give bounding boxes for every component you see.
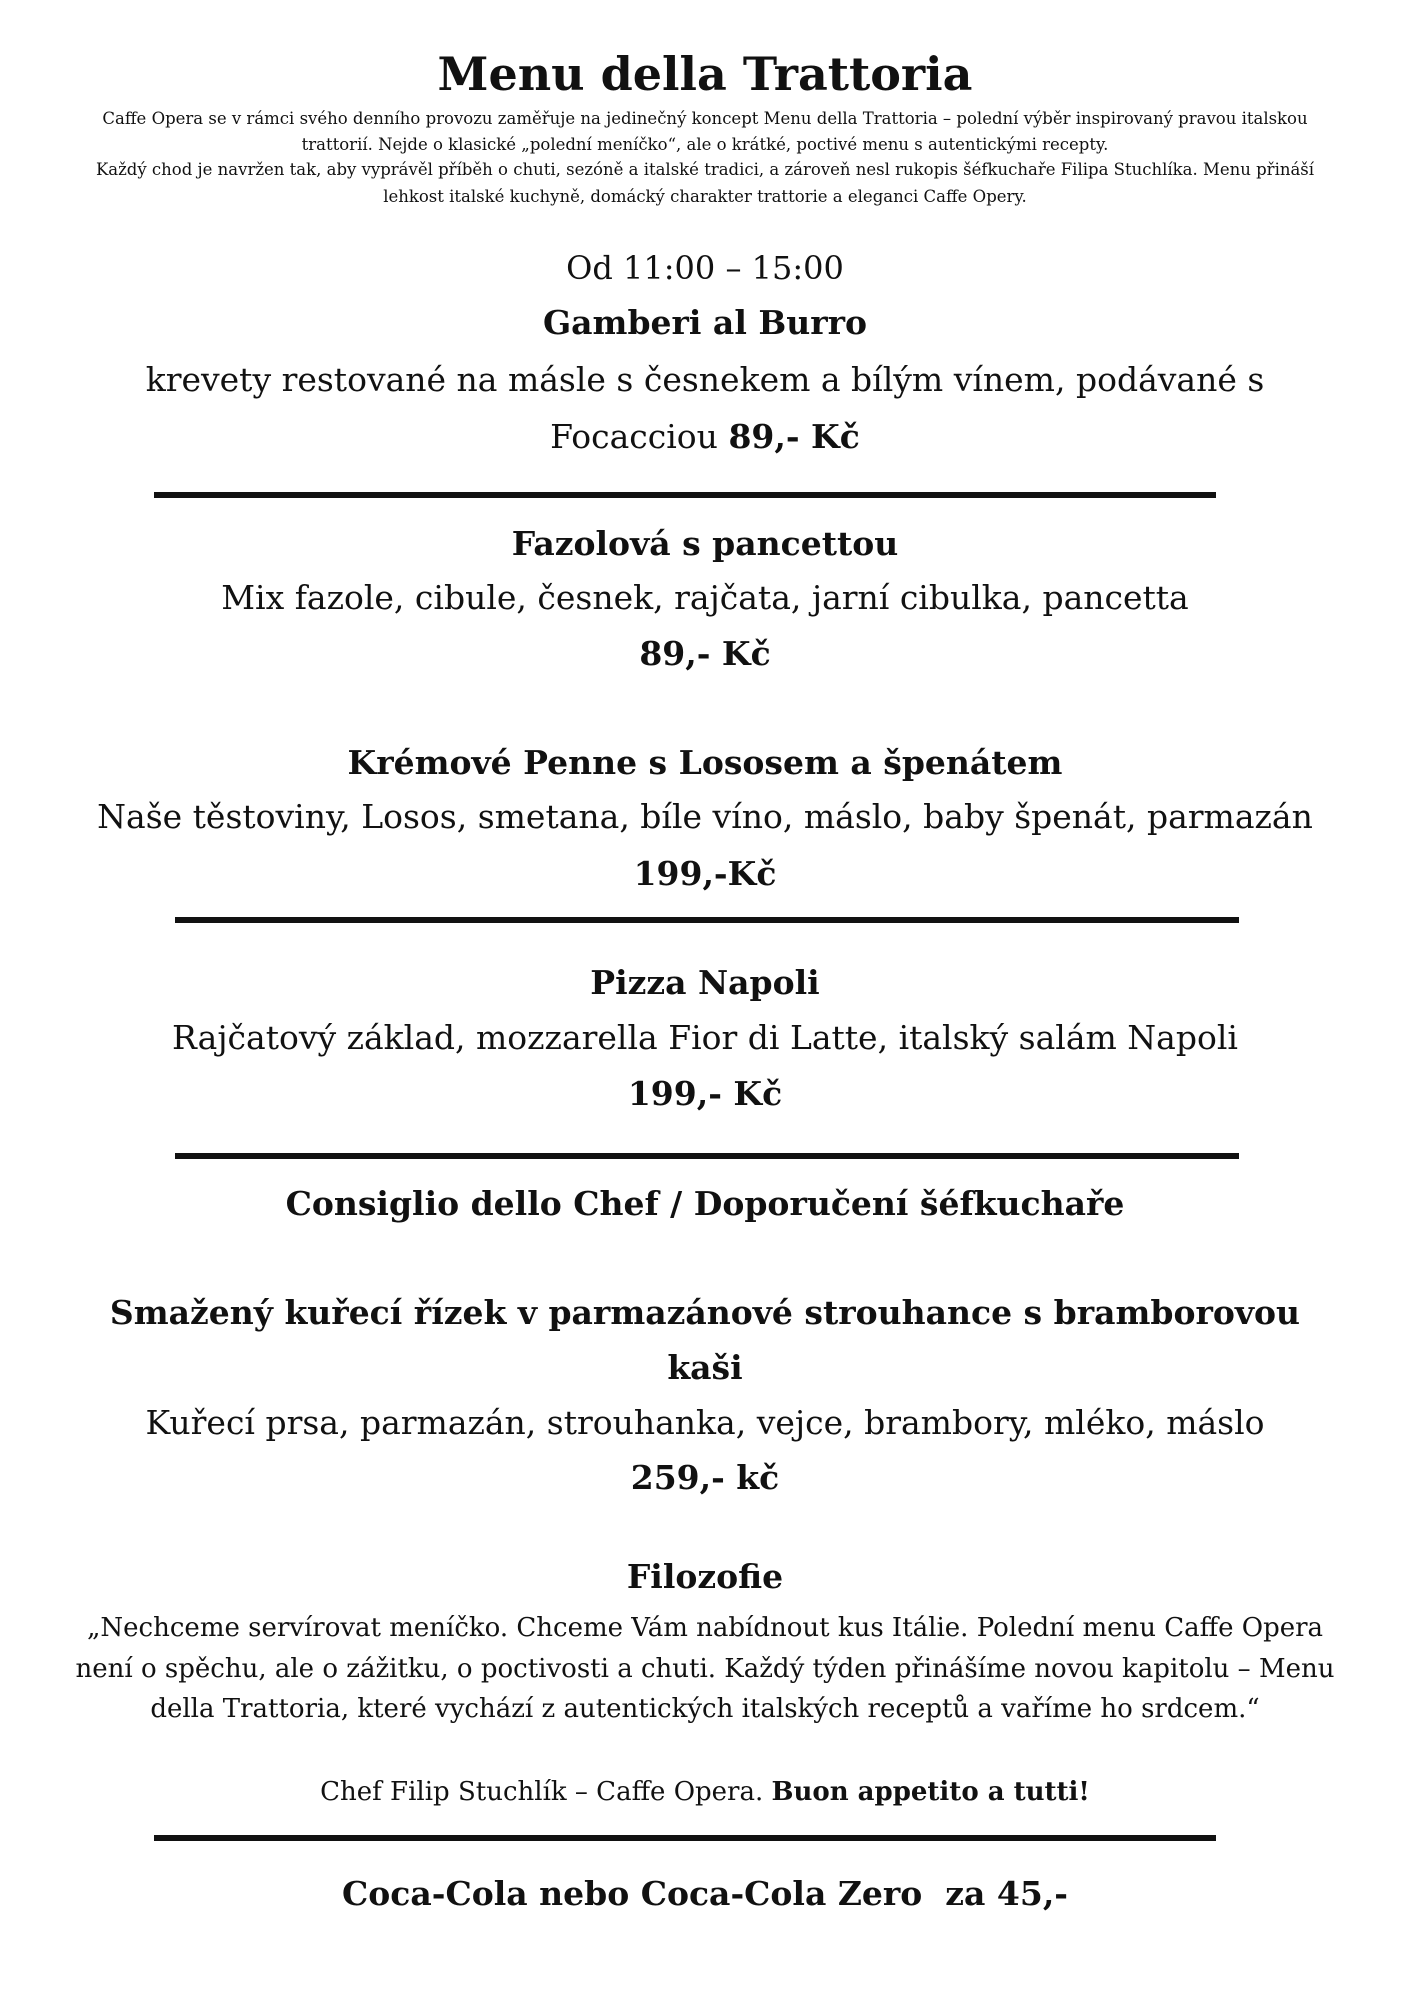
drinks-offer: Coca-Cola nebo Coca-Cola Zero za 45,- (342, 1874, 1068, 1913)
opening-hours: Od 11:00 – 15:00 (566, 249, 844, 287)
chef-dish-description: Kuřecí prsa, parmazán, strouhanka, vejce, brambory, mléko, máslo (145, 1403, 1265, 1442)
dish-price: 199,-Kč (633, 854, 777, 893)
signoff: Buon appetito a tutti! (771, 1777, 1090, 1807)
dish-description: Focacciou (550, 417, 718, 456)
divider (175, 1153, 1239, 1159)
page-title: Menu della Trattoria (437, 47, 973, 101)
dish-name: Pizza Napoli (590, 963, 820, 1002)
dish-name: Gamberi al Burro (542, 303, 868, 342)
chef-dish-price: 259,- kč (630, 1458, 780, 1497)
dish-name: Fazolová s pancettou (511, 524, 899, 563)
dish-description: krevety restované na másle s česnekem a bílým vínem, podávané s (145, 360, 1265, 399)
chef-section-heading: Consiglio dello Chef / Doporučení šéfkuchaře (285, 1184, 1125, 1223)
dish-description-line2 (0, 412, 1410, 462)
intro-line: Caffe Opera se v rámci svého denního provozu zaměřuje na jedinečný koncept Menu della Trattoria – polední výběr inspirovaný pravou italskou (102, 109, 1308, 128)
divider (175, 917, 1239, 923)
divider (154, 492, 1216, 498)
dish-name: Krémové Penne s Lososem a špenátem (347, 743, 1063, 782)
dish-description: Naše těstoviny, Losos, smetana, bíle víno, máslo, baby špenát, parmazán (97, 797, 1313, 836)
philosophy-quote: není o spěchu, ale o zážitku, o poctivosti a chuti. Každý týden přinášíme novou kapitolu – Menu (75, 1654, 1335, 1684)
chef-dish-name: kaši (667, 1348, 743, 1387)
dish-description: Mix fazole, cibule, česnek, rajčata, jarní cibulka, pancetta (221, 578, 1189, 617)
philosophy-quote: „Nechceme servírovat meníčko. Chceme Vám nabídnout kus Itálie. Polední menu Caffe Opera (86, 1613, 1324, 1643)
signature-line (0, 1772, 1410, 1812)
intro-line: Každý chod je navržen tak, aby vyprávěl příběh o chuti, sezóně a italské tradici, a zároveň nesl rukopis šéfkuchaře Filipa Stuchlíka. Menu přináší (95, 160, 1315, 179)
chef-dish-name: Smažený kuřecí řízek v parmazánové strouhance s bramborovou (109, 1293, 1301, 1332)
intro-line: trattorií. Nejde o klasické „polední meníčko“, ale o krátké, poctivé menu s autentickými recepty. (301, 135, 1109, 154)
dish-price: 199,- Kč (627, 1074, 783, 1113)
dish-description: Rajčatový základ, mozzarella Fior di Latte, italský salám Napoli (172, 1018, 1238, 1057)
dish-price: 89,- Kč (728, 417, 860, 456)
philosophy-quote: della Trattoria, které vychází z autentických italských receptů a vaříme ho srdcem.“ (150, 1694, 1260, 1724)
intro-line: lehkost italské kuchyně, domácký charakter trattorie a eleganci Caffe Opery. (383, 187, 1027, 206)
dish-price: 89,- Kč (639, 634, 771, 673)
signature: Chef Filip Stuchlík – Caffe Opera. (320, 1777, 764, 1807)
divider (154, 1835, 1216, 1841)
philosophy-heading: Filozofie (626, 1557, 784, 1596)
